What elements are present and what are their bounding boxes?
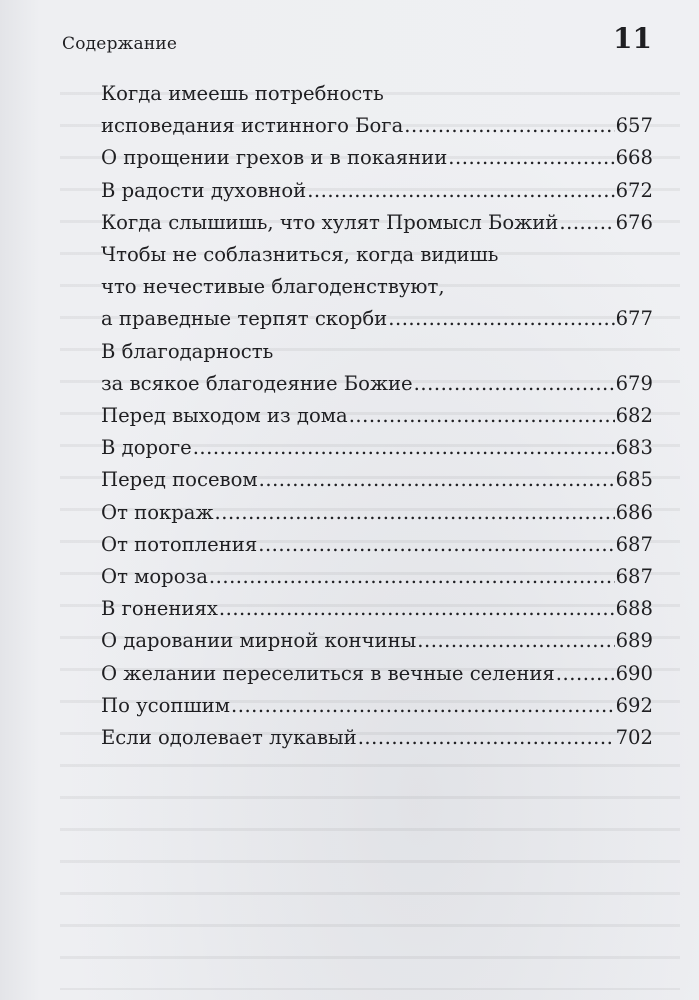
toc-entry-page-number: 676 [615, 210, 653, 234]
toc-entry-page-number: 668 [615, 146, 653, 170]
toc-entry-leader-line [101, 497, 653, 529]
toc-entry [101, 593, 653, 625]
toc-entry [101, 529, 653, 561]
toc-entry-page-number: 692 [615, 693, 653, 717]
toc-entry-leader-line [101, 368, 653, 400]
toc-entry-title: а праведные терпят скорби [101, 307, 388, 331]
toc-entry-page-number: 686 [615, 500, 653, 524]
toc-entry-leader-line [101, 175, 653, 207]
toc-entry-leader-line [101, 625, 653, 657]
dot-leader [417, 625, 614, 657]
toc-entry [101, 175, 653, 207]
toc-entry-title: О прощении грехов и в покаянии [101, 146, 448, 170]
toc-entry-leader-line [101, 303, 653, 335]
toc-entry-page-number: 702 [615, 726, 653, 750]
toc-entry-leader-line [101, 400, 653, 432]
toc-entry [101, 561, 653, 593]
toc-entry-title: От потопления [101, 532, 258, 556]
toc-entry-title: По усопшим [101, 693, 230, 717]
toc-entry [101, 658, 653, 690]
dot-leader [219, 593, 615, 625]
dot-leader [559, 207, 614, 239]
toc-entry [101, 400, 653, 432]
toc-entry-page-number: 687 [615, 532, 653, 556]
toc-entry-page-number: 657 [615, 114, 653, 138]
toc-entry [101, 497, 653, 529]
toc-entry-title-line: Чтобы не соблазниться, когда видишь [101, 243, 499, 267]
dot-leader [448, 142, 614, 174]
toc-entry-title: В радости духовной [101, 178, 307, 202]
toc-entry-leader-line [101, 690, 653, 722]
toc-entry-leader-line [101, 658, 653, 690]
running-header [62, 22, 652, 62]
toc-entry-page-number: 682 [615, 404, 653, 428]
toc-entry-leader-line [101, 561, 653, 593]
toc-entry-page-number: 672 [615, 178, 653, 202]
dot-leader [556, 658, 615, 690]
dot-leader [193, 432, 615, 464]
dot-leader [349, 400, 615, 432]
toc-entry [101, 142, 653, 174]
toc-entry [101, 625, 653, 657]
dot-leader [307, 175, 614, 207]
dot-leader [259, 464, 615, 496]
toc-entry-leader-line [101, 529, 653, 561]
toc-entry-page-number: 679 [615, 371, 653, 395]
toc-entry [101, 722, 653, 754]
toc-entry-title: О желании переселиться в вечные селения [101, 661, 555, 685]
toc-entry-page-number: 683 [615, 436, 653, 460]
toc-entry-leader-line [101, 464, 653, 496]
toc-entry-leader-line [101, 432, 653, 464]
toc-entry-title: В дороге [101, 436, 192, 460]
toc-entry [101, 432, 653, 464]
section-title: Содержание [62, 34, 178, 54]
toc-entry [101, 78, 653, 142]
toc-entry-title: О даровании мирной кончины [101, 629, 417, 653]
dot-leader [358, 722, 615, 754]
dot-leader [388, 303, 614, 335]
toc-entry-leader-line [101, 593, 653, 625]
toc-entry-leader-line [101, 207, 653, 239]
toc-entry-title-line: что нечестивые благоденствуют, [101, 275, 445, 299]
toc-entry-title: Если одолевает лукавый [101, 726, 357, 750]
dot-leader [214, 497, 614, 529]
dot-leader [231, 690, 615, 722]
toc-entry [101, 207, 653, 239]
dot-leader [209, 561, 615, 593]
toc-entry-page-number: 688 [615, 597, 653, 621]
toc-entry-page-number: 677 [615, 307, 653, 331]
toc-entry-title-line: Когда имеешь потребность [101, 82, 384, 105]
toc-entry-title: От мороза [101, 565, 208, 589]
dot-leader [404, 110, 614, 142]
page-number: 11 [613, 22, 652, 55]
toc-entry-title: В гонениях [101, 597, 218, 621]
toc-entry-page-number: 689 [615, 629, 653, 653]
toc-entry [101, 690, 653, 722]
toc-entry-page-number: 690 [615, 661, 653, 685]
toc-entry-title: за всякое благодеяние Божие [101, 371, 413, 395]
toc-entry-title: Когда слышишь, что хулят Промысл Божий [101, 210, 559, 234]
toc-entry-title: Перед выходом из дома [101, 404, 348, 428]
toc-entry [101, 336, 653, 400]
toc-entry [101, 464, 653, 496]
table-of-contents [101, 78, 653, 754]
dot-leader [258, 529, 614, 561]
toc-entry-leader-line [101, 142, 653, 174]
dot-leader [414, 368, 615, 400]
toc-entry-title: От покраж [101, 500, 214, 524]
toc-entry [101, 239, 653, 336]
toc-entry-leader-line [101, 722, 653, 754]
toc-entry-page-number: 687 [615, 565, 653, 589]
toc-entry-page-number: 685 [615, 468, 653, 492]
toc-entry-leader-line [101, 110, 653, 142]
toc-entry-title: исповедания истинного Бога [101, 114, 404, 138]
toc-entry-title-line: В благодарность [101, 339, 274, 363]
toc-entry-title: Перед посевом [101, 468, 258, 492]
